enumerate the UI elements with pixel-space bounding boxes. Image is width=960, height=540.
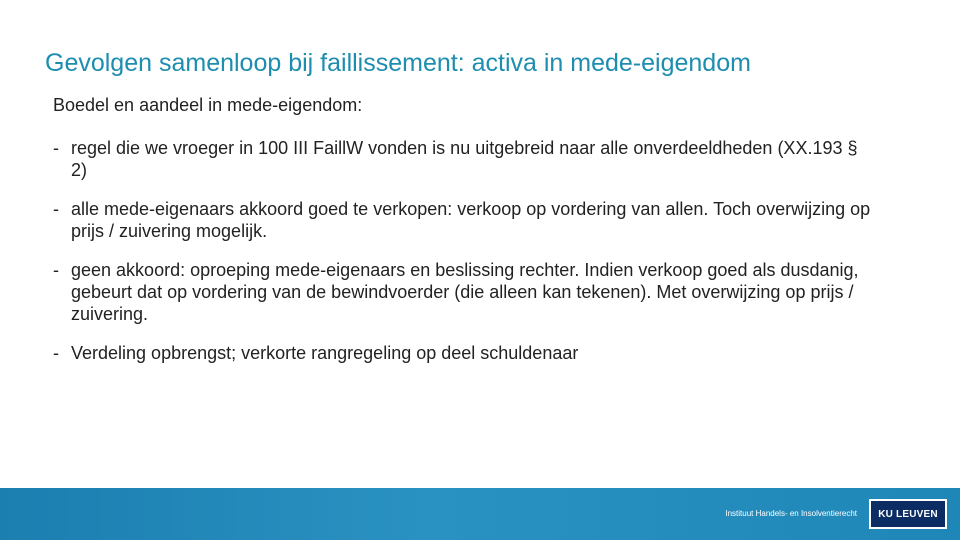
logo-text: KU LEUVEN <box>878 508 938 520</box>
ku-leuven-logo <box>869 499 947 529</box>
bullet-dash: - <box>53 343 59 363</box>
bullet-text: regel die we vroeger in 100 III FaillW vonden is nu uitgebreid naar alle onverdeeldheden (XX.193 § 2) <box>71 138 858 180</box>
bullet-item <box>53 198 873 242</box>
intro-text: Boedel en aandeel in mede-eigendom: <box>53 95 363 115</box>
bullet-text: Verdeling opbrengst; verkorte rangregeling op deel schuldenaar <box>71 343 579 363</box>
slide-title: Gevolgen samenloop bij faillissement: activa in mede-eigendom <box>45 49 751 77</box>
footer-institute-name: Instituut Handels- en Insolventierecht <box>725 509 857 518</box>
bullet-item <box>53 342 873 364</box>
bullet-dash: - <box>53 199 59 219</box>
bullet-dash: - <box>53 138 59 158</box>
bullet-text: alle mede-eigenaars akkoord goed te verkopen: verkoop op vordering van allen. Toch overwijzing op prijs / zuivering mogelijk. <box>71 199 871 241</box>
bullet-item <box>53 137 873 181</box>
bullet-text: geen akkoord: oproeping mede-eigenaars en beslissing rechter. Indien verkoop goed als dusdanig, gebeurt dat op vordering van de bewindvoerder (die alleen kan tekenen). Met overwijzing op prijs / zuivering. <box>71 260 859 324</box>
bullet-item <box>53 259 873 325</box>
bullet-list <box>53 137 873 381</box>
bullet-dash: - <box>53 260 59 280</box>
footer-bar <box>0 488 960 540</box>
